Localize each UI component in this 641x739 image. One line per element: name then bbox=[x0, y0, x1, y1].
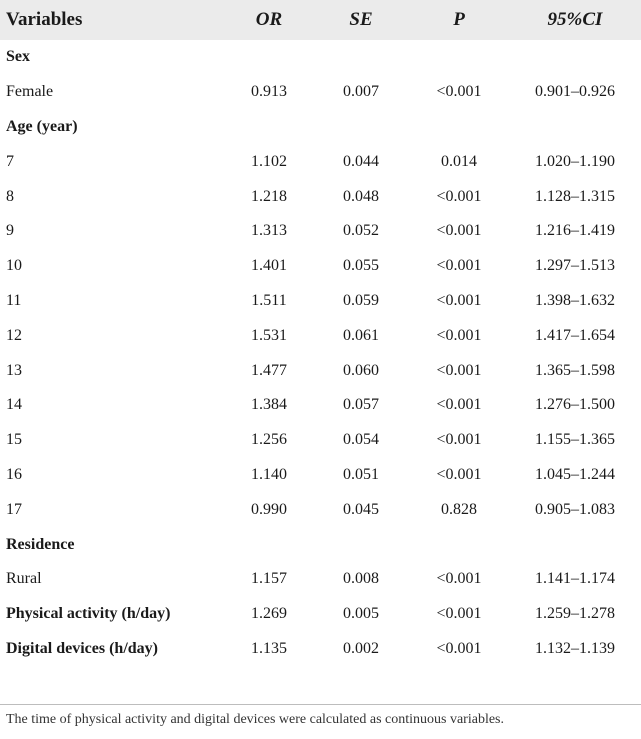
cell-p: <0.001 bbox=[436, 291, 482, 309]
cell-ci: 1.417–1.654 bbox=[535, 326, 615, 344]
cell-ci: 1.141–1.174 bbox=[535, 570, 615, 588]
cell-se: 0.059 bbox=[343, 291, 379, 309]
cell-or bbox=[225, 527, 313, 562]
cell-se: 0.051 bbox=[343, 465, 379, 483]
table-row bbox=[0, 353, 641, 388]
cell-p: 0.828 bbox=[441, 500, 477, 518]
row-label: 11 bbox=[6, 291, 22, 309]
cell-se: 0.008 bbox=[343, 570, 379, 588]
row-label: 15 bbox=[6, 431, 22, 449]
cell-se: 0.057 bbox=[343, 396, 379, 414]
table-row bbox=[0, 388, 641, 423]
cell-p: <0.001 bbox=[436, 83, 482, 101]
cell-or: 1.401 bbox=[251, 257, 287, 275]
table-row bbox=[0, 214, 641, 249]
cell-ci: 0.901–0.926 bbox=[535, 83, 615, 101]
cell-p bbox=[409, 110, 509, 145]
table-footnote: The time of physical activity and digital devices were calculated as continuous variables. bbox=[6, 712, 504, 727]
cell-or: 0.913 bbox=[251, 83, 287, 101]
table-row bbox=[0, 249, 641, 284]
table-row bbox=[0, 284, 641, 319]
cell-ci: 1.297–1.513 bbox=[535, 257, 615, 275]
cell-se: 0.055 bbox=[343, 257, 379, 275]
cell-or: 1.140 bbox=[251, 465, 287, 483]
cell-se bbox=[313, 110, 409, 145]
cell-se: 0.060 bbox=[343, 361, 379, 379]
cell-se: 0.044 bbox=[343, 152, 379, 170]
row-label: 12 bbox=[6, 326, 22, 344]
row-label: 14 bbox=[6, 396, 22, 414]
cell-p: <0.001 bbox=[436, 257, 482, 275]
table-row bbox=[0, 632, 641, 667]
row-label: Residence bbox=[6, 535, 75, 553]
cell-or: 1.531 bbox=[251, 326, 287, 344]
table-row bbox=[0, 458, 641, 493]
row-label: 8 bbox=[6, 187, 14, 205]
cell-se: 0.061 bbox=[343, 326, 379, 344]
cell-ci: 1.128–1.315 bbox=[535, 187, 615, 205]
table-row bbox=[0, 75, 641, 110]
table-row bbox=[0, 318, 641, 353]
cell-ci: 1.365–1.598 bbox=[535, 361, 615, 379]
bottom-rule bbox=[0, 704, 641, 705]
cell-or: 1.511 bbox=[251, 291, 287, 309]
cell-ci: 1.216–1.419 bbox=[535, 222, 615, 240]
cell-ci: 0.905–1.083 bbox=[535, 500, 615, 518]
cell-p: <0.001 bbox=[436, 639, 482, 657]
cell-p: 0.014 bbox=[441, 152, 477, 170]
cell-p bbox=[409, 527, 509, 562]
cell-se: 0.045 bbox=[343, 500, 379, 518]
header-variables: Variables bbox=[0, 0, 225, 40]
row-label: 10 bbox=[6, 257, 22, 275]
cell-or: 1.256 bbox=[251, 431, 287, 449]
table-row bbox=[0, 423, 641, 458]
cell-or: 1.218 bbox=[251, 187, 287, 205]
cell-ci bbox=[509, 110, 641, 145]
cell-ci: 1.276–1.500 bbox=[535, 396, 615, 414]
cell-or: 1.384 bbox=[251, 396, 287, 414]
cell-se: 0.048 bbox=[343, 187, 379, 205]
row-label: Sex bbox=[6, 48, 30, 66]
table-body bbox=[0, 40, 641, 666]
cell-p: <0.001 bbox=[436, 431, 482, 449]
row-label: Physical activity (h/day) bbox=[6, 605, 171, 623]
cell-se: 0.005 bbox=[343, 605, 379, 623]
section-row bbox=[0, 110, 641, 145]
cell-p bbox=[409, 40, 509, 75]
table-row bbox=[0, 179, 641, 214]
cell-ci: 1.259–1.278 bbox=[535, 605, 615, 623]
table-row bbox=[0, 562, 641, 597]
cell-p: <0.001 bbox=[436, 222, 482, 240]
section-row bbox=[0, 527, 641, 562]
cell-or: 1.477 bbox=[251, 361, 287, 379]
row-label: 9 bbox=[6, 222, 14, 240]
cell-p: <0.001 bbox=[436, 605, 482, 623]
header-se: SE bbox=[313, 0, 409, 40]
cell-ci: 1.398–1.632 bbox=[535, 291, 615, 309]
cell-se bbox=[313, 40, 409, 75]
row-label: 17 bbox=[6, 500, 22, 518]
cell-ci: 1.045–1.244 bbox=[535, 465, 615, 483]
table-row bbox=[0, 492, 641, 527]
cell-p: <0.001 bbox=[436, 361, 482, 379]
row-label: Female bbox=[6, 83, 54, 101]
table-row bbox=[0, 597, 641, 632]
cell-or: 1.135 bbox=[251, 639, 287, 657]
cell-p: <0.001 bbox=[436, 465, 482, 483]
row-label: Rural bbox=[6, 570, 42, 588]
row-label: 13 bbox=[6, 361, 22, 379]
row-label: 7 bbox=[6, 152, 14, 170]
section-row bbox=[0, 40, 641, 75]
cell-se: 0.054 bbox=[343, 431, 379, 449]
cell-or bbox=[225, 110, 313, 145]
cell-or: 1.269 bbox=[251, 605, 287, 623]
header-p: P bbox=[409, 0, 509, 40]
cell-se: 0.052 bbox=[343, 222, 379, 240]
cell-ci bbox=[509, 40, 641, 75]
header-row bbox=[0, 0, 641, 40]
header-ci: 95%CI bbox=[509, 0, 641, 40]
table-header bbox=[0, 0, 641, 40]
cell-se: 0.002 bbox=[343, 639, 379, 657]
cell-ci: 1.155–1.365 bbox=[535, 431, 615, 449]
cell-se bbox=[313, 527, 409, 562]
table-row bbox=[0, 144, 641, 179]
cell-or: 0.990 bbox=[251, 500, 287, 518]
cell-se: 0.007 bbox=[343, 83, 379, 101]
header-or: OR bbox=[225, 0, 313, 40]
row-label: Age (year) bbox=[6, 117, 78, 135]
cell-p: <0.001 bbox=[436, 396, 482, 414]
cell-ci: 1.132–1.139 bbox=[535, 639, 615, 657]
cell-ci bbox=[509, 527, 641, 562]
cell-p: <0.001 bbox=[436, 570, 482, 588]
row-label: 16 bbox=[6, 465, 22, 483]
row-label: Digital devices (h/day) bbox=[6, 639, 158, 657]
cell-or: 1.157 bbox=[251, 570, 287, 588]
cell-ci: 1.020–1.190 bbox=[535, 152, 615, 170]
cell-or: 1.313 bbox=[251, 222, 287, 240]
cell-or: 1.102 bbox=[251, 152, 287, 170]
cell-p: <0.001 bbox=[436, 326, 482, 344]
cell-or bbox=[225, 40, 313, 75]
cell-p: <0.001 bbox=[436, 187, 482, 205]
